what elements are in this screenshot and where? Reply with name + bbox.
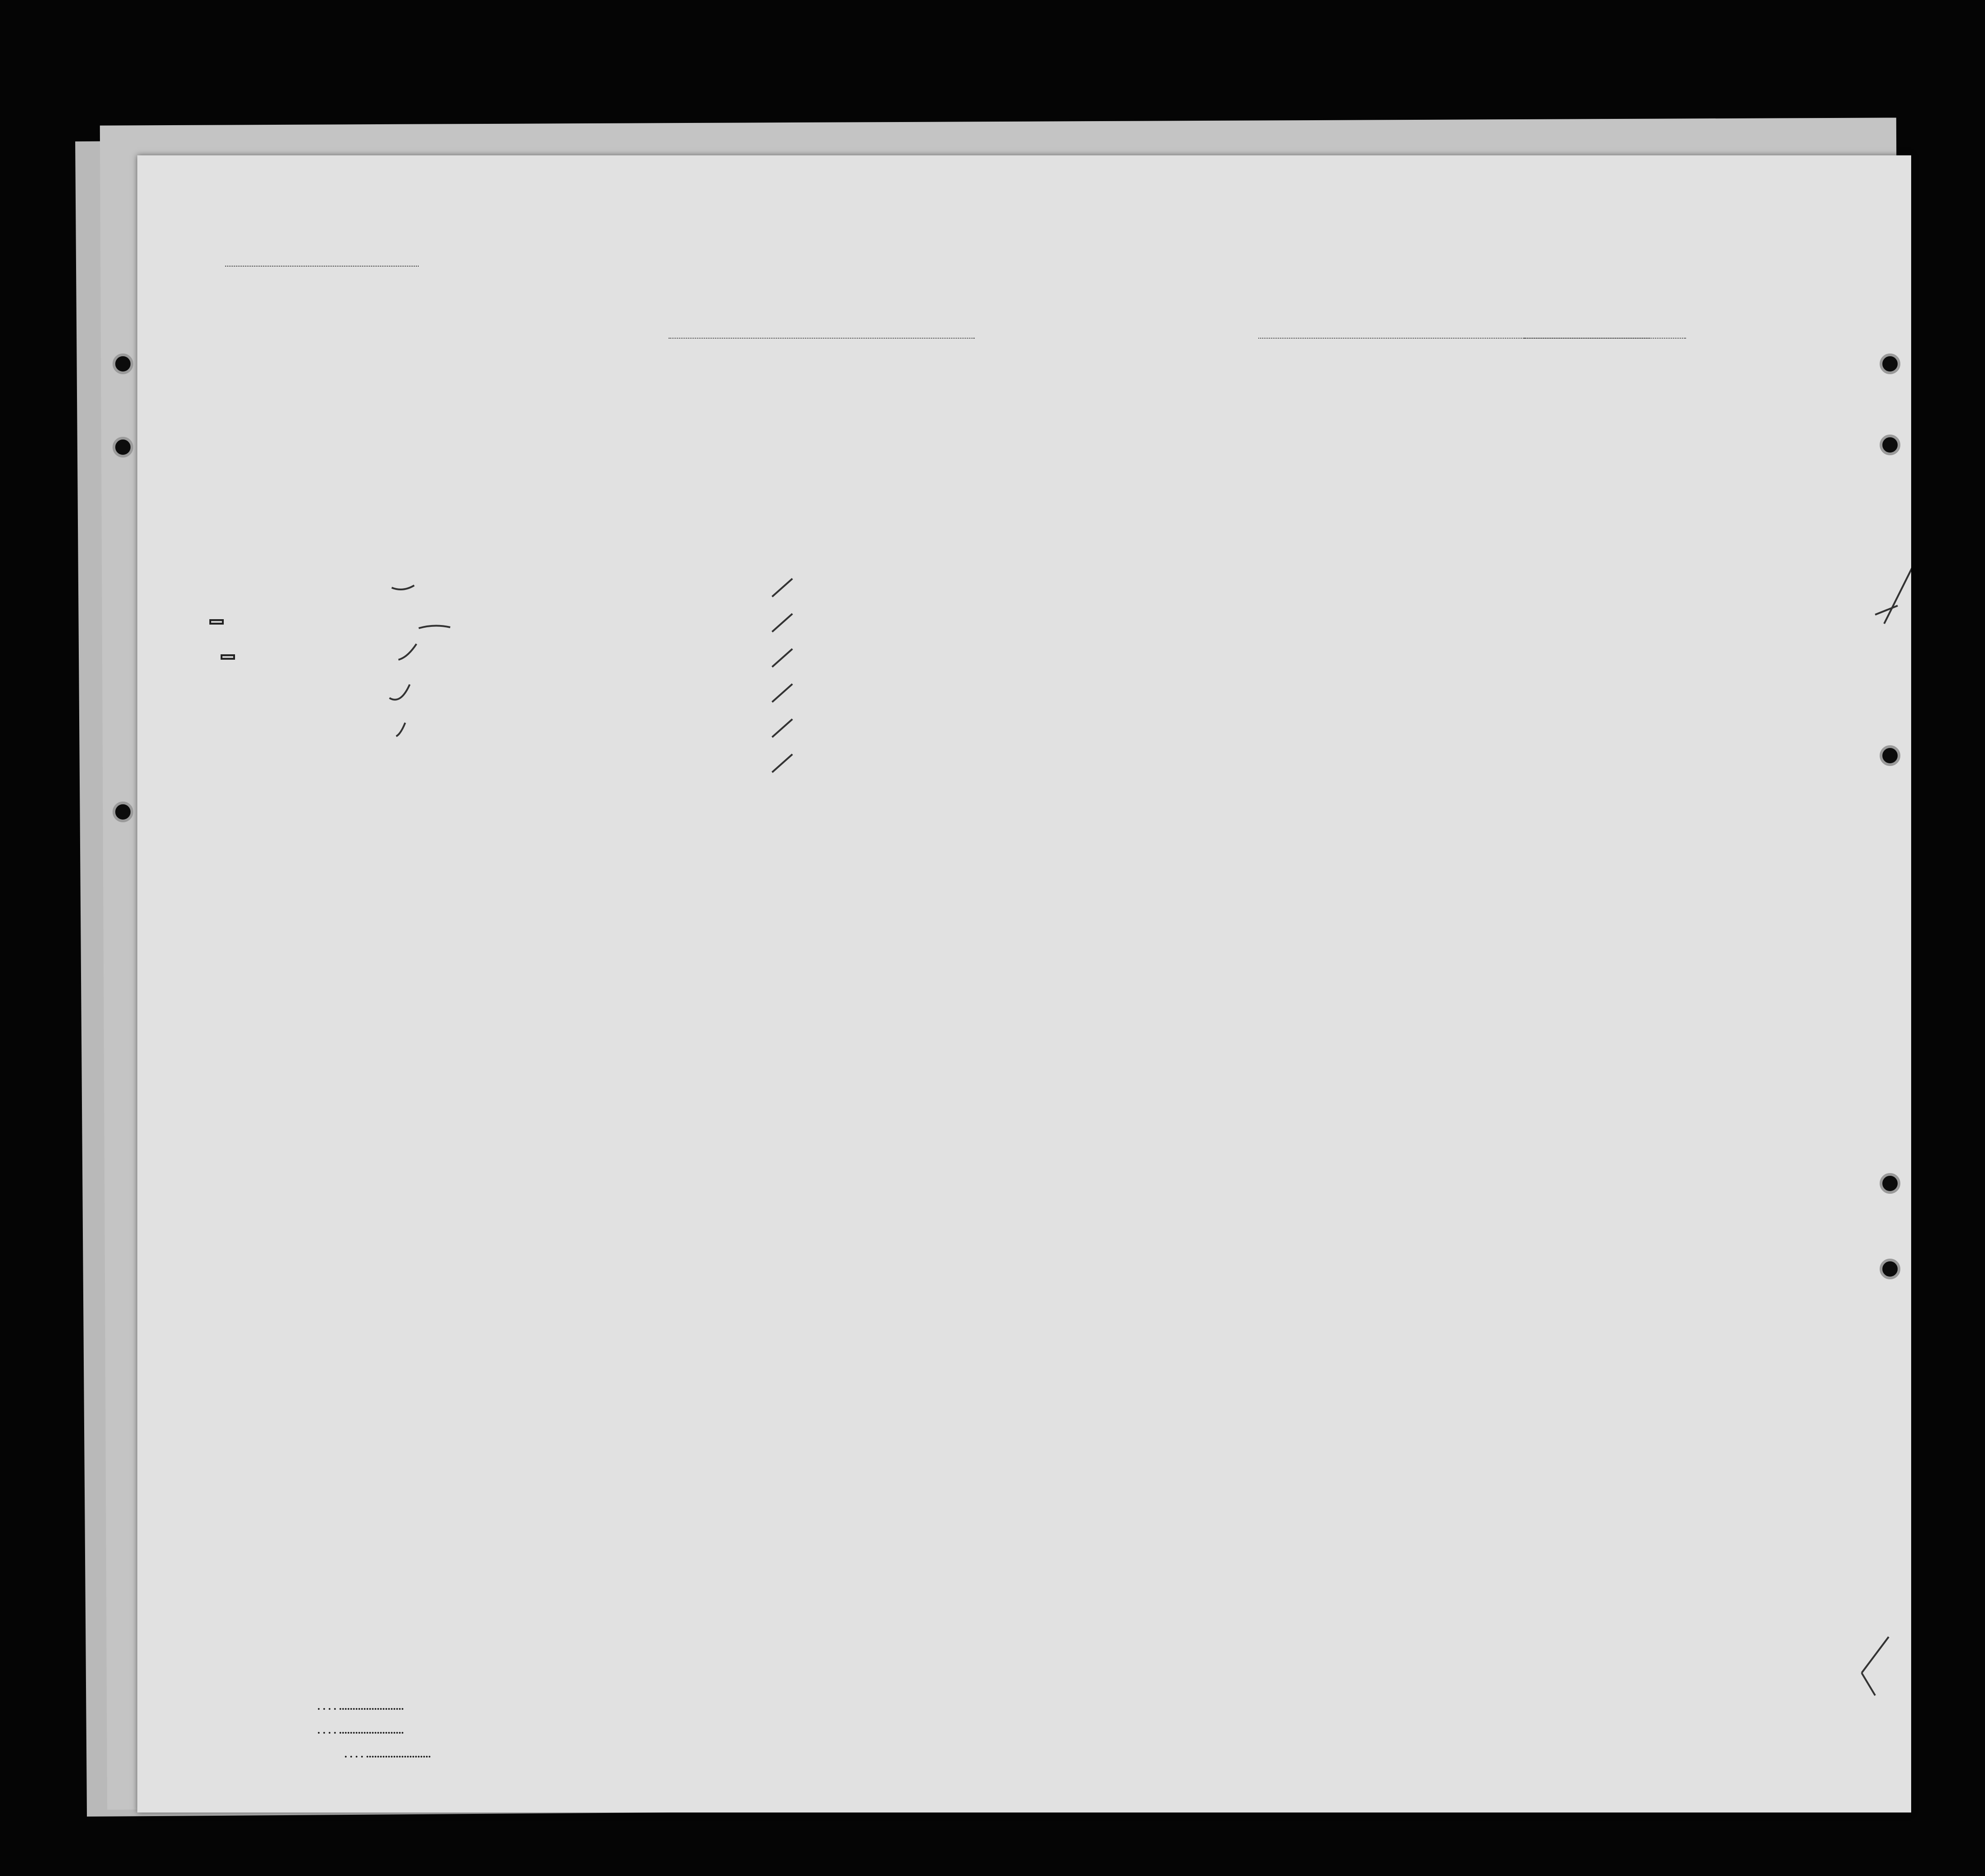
manifest-page — [137, 155, 1911, 1813]
total-passengers-label: . . . . ........................ — [317, 1701, 404, 1713]
punch-hole — [113, 437, 133, 458]
pencil-marks — [137, 155, 1911, 1813]
punch-hole — [113, 353, 133, 374]
aliens-label: . . . . ........................ — [344, 1749, 431, 1760]
us-citizens-label: . . . . ........................ — [317, 1725, 404, 1736]
punch-hole — [113, 802, 133, 822]
